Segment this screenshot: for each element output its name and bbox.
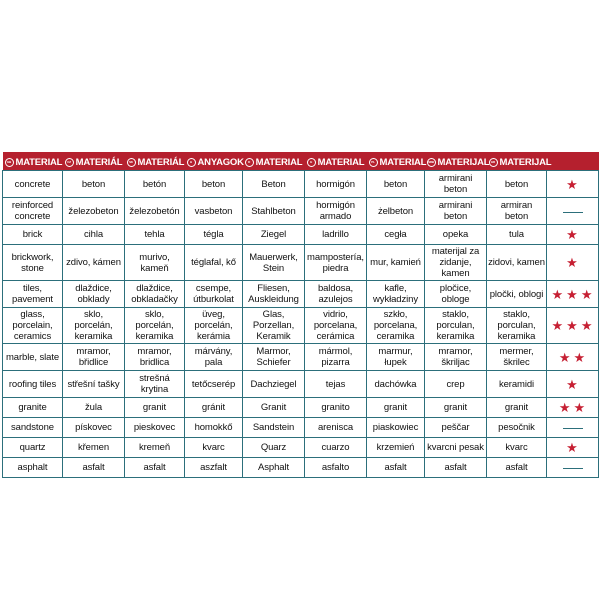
table-row [3,418,599,438]
language-flag-icon: D [245,158,254,167]
table-row [3,198,599,225]
table-cell: tiles, pavement [3,281,63,308]
language-flag-icon: HR [489,158,498,167]
table-cell: arenisca [305,418,367,438]
table-cell: Fliesen, Auskleidung [243,281,305,308]
table-cell: hormigón armado [305,198,367,225]
table-cell: sandstone [3,418,63,438]
table-cell: staklo, porculan, keramika [487,308,547,344]
column-header [487,152,552,171]
table-body [3,171,599,478]
table-cell: zdivo, kámen [63,245,125,281]
star-icon: ★ [566,255,579,270]
table-cell: Granit [243,398,305,418]
table-cell: granit [487,398,547,418]
star-icon: ★ [558,400,572,415]
dash-icon [563,212,583,213]
table-cell: asfalt [487,458,547,478]
table-cell: piaskowiec [367,418,425,438]
table-cell: beton [367,171,425,198]
table-cell: granit [367,398,425,418]
table-cell: cihla [63,225,125,245]
column-header [125,152,185,171]
table-cell: reinforced concrete [3,198,63,225]
star-icon: ★ [566,318,579,333]
table-row [3,308,599,344]
column-header-content [5,157,63,168]
column-header-content [65,157,123,168]
column-header-content [187,157,244,168]
table-cell: aszfalt [185,458,243,478]
table-cell: brick [3,225,63,245]
table-row [3,458,599,478]
table-cell: asfalt [125,458,185,478]
table-cell: opeka [425,225,487,245]
table-cell: gránit [185,398,243,418]
rating-cell [547,245,599,281]
language-flag-icon: SRB [427,158,436,167]
table-cell: pločice, obloge [425,281,487,308]
rating-cell [547,281,599,308]
table-cell: żelbeton [367,198,425,225]
table-cell: brickwork, stone [3,245,63,281]
materials-table-wrapper [2,152,598,478]
table-cell: ladrillo [305,225,367,245]
table-header [3,152,599,171]
table-cell: tetőcserép [185,371,243,398]
table-cell: cuarzo [305,438,367,458]
column-header [367,152,425,171]
table-cell: střešní tašky [63,371,125,398]
column-header-label: MATERIJAL [437,156,490,168]
table-cell: tégla [185,225,243,245]
table-cell: pieskovec [125,418,185,438]
table-cell: kvarc [487,438,547,458]
rating-cell [547,344,599,371]
table-cell: roofing tiles [3,371,63,398]
table-cell: kremeň [125,438,185,458]
star-icon: ★ [551,318,565,333]
table-cell: keramidi [487,371,547,398]
table-row [3,438,599,458]
table-cell: křemen [63,438,125,458]
table-cell: beton [185,171,243,198]
table-cell: asfalt [63,458,125,478]
rating-cell [547,438,599,458]
table-cell: tula [487,225,547,245]
rating-cell [547,458,599,478]
column-header [3,152,63,171]
column-header-label: MATERIÁL [137,156,185,168]
table-cell: Glas, Porzellan, Keramik [243,308,305,344]
table-cell: vidrio, porcelana, cerámica [305,308,367,344]
table-cell: Marmor, Schiefer [243,344,305,371]
table-cell: granit [425,398,487,418]
table-cell: pesočnik [487,418,547,438]
table-cell: mramor, bridlica [125,344,185,371]
table-cell: concrete [3,171,63,198]
rating-cell [547,198,599,225]
materials-table [2,152,599,478]
table-cell: železobeton [63,198,125,225]
column-header-label: MATERIAL [379,156,427,168]
table-row [3,371,599,398]
table-cell: baldosa, azulejos [305,281,367,308]
table-cell: materijal za zidanje, kamen [425,245,487,281]
table-cell: zidovi, kamen [487,245,547,281]
table-cell: Dachziegel [243,371,305,398]
table-cell: betón [125,171,185,198]
star-icon: ★ [551,286,565,302]
rating-cell [547,225,599,245]
language-flag-icon: CZ [65,158,74,167]
table-cell: marble, slate [3,344,63,371]
rating-cell [547,308,599,344]
star-icon: ★ [566,286,579,302]
rating-cell [547,171,599,198]
table-cell: peščar [425,418,487,438]
table-cell: asphalt [3,458,63,478]
table-cell: glass, porcelain, ceramics [3,308,63,344]
table-cell: Stahlbeton [243,198,305,225]
star-icon: ★ [566,176,579,192]
table-cell: Sandstein [243,418,305,438]
table-cell: sklo, porcelán, keramika [63,308,125,344]
table-row [3,398,599,418]
star-icon: ★ [580,318,594,333]
table-cell: mármol, pizarra [305,344,367,371]
table-row [3,245,599,281]
table-cell: kvarc [185,438,243,458]
table-cell: Beton [243,171,305,198]
table-cell: hormigón [305,171,367,198]
column-header-content [369,157,427,168]
table-row [3,281,599,308]
column-header-content [127,157,185,168]
column-header-label: MATERIAL [15,156,63,168]
table-cell: kvarcni pesak [425,438,487,458]
table-cell: armirani beton [425,198,487,225]
rating-column-header [547,152,599,171]
dash-icon [563,428,583,429]
language-flag-icon: PL [369,158,378,167]
table-cell: szkło, porcelana, ceramika [367,308,425,344]
table-cell: mramor, břidlice [63,344,125,371]
table-cell: crep [425,371,487,398]
table-cell: mur, kamień [367,245,425,281]
star-icon: ★ [573,400,587,415]
table-cell: csempe, útburkolat [185,281,243,308]
table-cell: žula [63,398,125,418]
rating-cell [547,398,599,418]
table-cell: asfalto [305,458,367,478]
table-cell: tejas [305,371,367,398]
table-cell: téglafal, kő [185,245,243,281]
dash-icon [563,468,583,469]
table-cell: homokkő [185,418,243,438]
table-cell: tehla [125,225,185,245]
table-cell: železobetón [125,198,185,225]
table-cell: kafle, wykładziny [367,281,425,308]
table-cell: mermer, škrilec [487,344,547,371]
column-header-label: MATERIÁL [75,156,123,168]
language-flag-icon: H [187,158,196,167]
table-cell: dlaždice, obklady [63,281,125,308]
column-header-content [245,157,303,168]
table-cell: Mauerwerk, Stein [243,245,305,281]
table-cell: Asphalt [243,458,305,478]
column-header [185,152,243,171]
table-cell: asfalt [425,458,487,478]
column-header [243,152,305,171]
header-row [3,152,599,171]
table-cell: beton [63,171,125,198]
column-header-label: MATERIJAL [499,156,552,168]
table-cell: üveg, porcelán, kerámia [185,308,243,344]
star-icon: ★ [566,227,579,242]
table-cell: granit [125,398,185,418]
star-icon: ★ [566,376,579,392]
table-cell: asfalt [367,458,425,478]
table-cell: cegła [367,225,425,245]
star-icon: ★ [573,349,587,365]
table-cell: krzemień [367,438,425,458]
table-cell: quartz [3,438,63,458]
table-cell: mramor, škriljac [425,344,487,371]
table-cell: marmur, łupek [367,344,425,371]
table-cell: sklo, porcelán, keramika [125,308,185,344]
star-icon: ★ [580,286,594,302]
column-header-label: MATERIAL [317,156,365,168]
column-header-label: MATERIAL [255,156,303,168]
table-cell: strešná krytina [125,371,185,398]
language-flag-icon: GB [5,158,14,167]
table-row [3,225,599,245]
table-cell: murivo, kameň [125,245,185,281]
column-header-content [307,157,365,168]
star-icon: ★ [558,349,572,365]
language-flag-icon: E [307,158,316,167]
table-cell: armiran beton [487,198,547,225]
table-cell: staklo, porculan, keramika [425,308,487,344]
column-header [425,152,490,171]
table-cell: granito [305,398,367,418]
table-cell: dlaždice, obkladačky [125,281,185,308]
rating-cell [547,371,599,398]
table-cell: armirani beton [425,171,487,198]
star-icon: ★ [566,440,579,455]
table-cell: márvány, pala [185,344,243,371]
table-cell: Ziegel [243,225,305,245]
table-cell: pískovec [63,418,125,438]
table-cell: granite [3,398,63,418]
table-cell: pločki, oblogi [487,281,547,308]
column-header [305,152,367,171]
table-cell: vasbeton [185,198,243,225]
table-row [3,171,599,198]
language-flag-icon: SK [127,158,136,167]
table-row [3,344,599,371]
column-header-content [427,157,490,168]
rating-cell [547,418,599,438]
column-header [63,152,125,171]
table-cell: beton [487,171,547,198]
table-cell: dachówka [367,371,425,398]
column-header-content [489,157,552,168]
table-cell: Quarz [243,438,305,458]
table-cell: mampostería, piedra [305,245,367,281]
column-header-label: ANYAGOK [197,156,244,168]
